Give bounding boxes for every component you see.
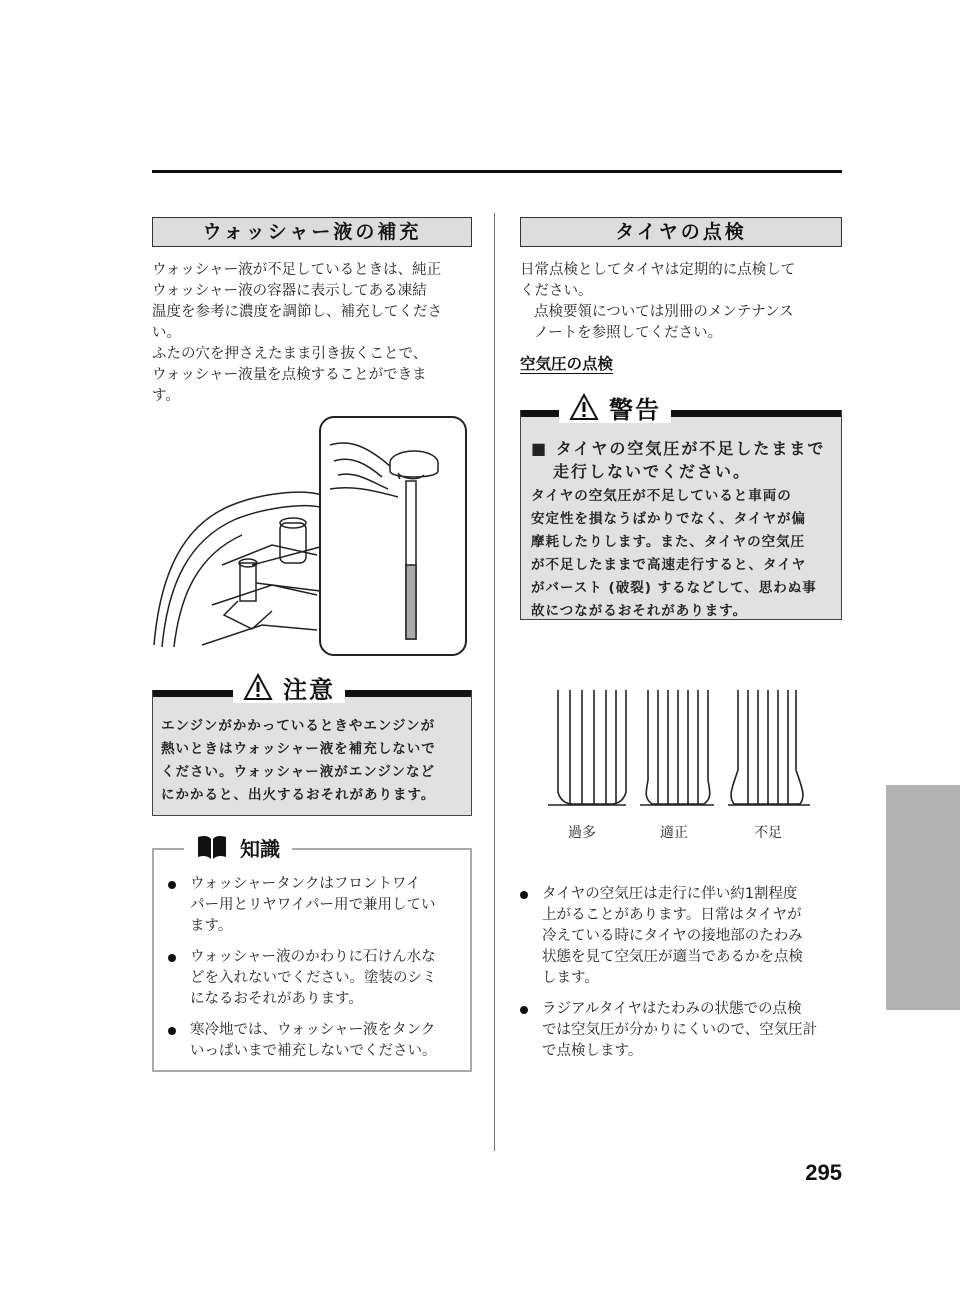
knowledge-box bbox=[152, 836, 472, 1072]
text-line: にかかると、出火するおそれがあります。 bbox=[161, 787, 436, 803]
caution-text bbox=[161, 715, 467, 807]
list-item: 寒冷地では、ウォッシャー液をタンク いっぱいまで補充しないでください。 bbox=[168, 1020, 464, 1062]
text-line: 故につながるおそれがあります。 bbox=[531, 603, 748, 619]
list-item: ラジアルタイヤはたわみの状態での点検 では空気圧が分かりにくいので、空気圧計 で点検します。 bbox=[520, 999, 842, 1062]
tire-label-over: 過多 bbox=[568, 825, 596, 841]
text-line: ウォッシャー液の容器に表示してある凍結 bbox=[152, 283, 427, 299]
book-icon bbox=[196, 833, 228, 861]
text-line: 摩耗したりします。また、タイヤの空気圧 bbox=[531, 534, 806, 550]
column-divider bbox=[494, 213, 495, 1151]
text-line: 点検要領については別冊のメンテナンス bbox=[534, 304, 794, 320]
caution-title bbox=[233, 671, 345, 703]
section-heading-tire: タイヤの点検 bbox=[520, 217, 842, 247]
warning-subtitle-line: 走行しないでください。 bbox=[553, 462, 752, 481]
text-line: い。 bbox=[152, 325, 181, 341]
warning-triangle-icon bbox=[243, 673, 273, 701]
chapter-side-tab bbox=[886, 785, 960, 1010]
text-line: す。 bbox=[152, 388, 180, 404]
text-line: がバースト (破裂) するなどして、思わぬ事 bbox=[531, 580, 817, 596]
tire-label-proper: 適正 bbox=[660, 825, 688, 841]
tire-comparison-illustration bbox=[548, 684, 814, 812]
text-line: ください。ウォッシャー液がエンジンなど bbox=[161, 764, 436, 780]
list-item: タイヤの空気圧は走行に伴い約1割程度 上がることがあります。日常はタイヤが 冷えている時にタイヤの接地部のたわみ 状態を見て空気圧が適当であるかを点検 します。 bbox=[520, 884, 842, 989]
caution-title-text: 注意 bbox=[283, 675, 335, 704]
text-line: ください。 bbox=[520, 283, 593, 299]
text-line: ウォッシャー液量を点検することができま bbox=[152, 367, 427, 383]
text-line: 安定性を損なうばかりでなく、タイヤが偏 bbox=[531, 511, 806, 527]
section-heading-washer: ウォッシャー液の補充 bbox=[152, 217, 472, 247]
bullet-icon bbox=[168, 881, 176, 889]
warning-box bbox=[520, 395, 842, 620]
list-item: ウォッシャー液のかわりに石けん水な どを入れないでください。塗装のシミ になるおそれがあります。 bbox=[168, 947, 464, 1010]
washer-tank-illustration bbox=[152, 415, 470, 660]
knowledge-title bbox=[184, 830, 292, 864]
washer-paragraph bbox=[152, 260, 472, 407]
bullet-icon bbox=[520, 891, 528, 899]
text-line: 熱いときはウォッシャー液を補充しないで bbox=[161, 741, 436, 757]
warning-title bbox=[559, 391, 671, 423]
warning-title-text: 警告 bbox=[609, 395, 661, 424]
list-item: ウォッシャータンクはフロントワイ パー用とリヤワイパー用で兼用してい ます。 bbox=[168, 874, 464, 937]
top-rule bbox=[152, 170, 842, 173]
page-number: 295 bbox=[805, 1160, 842, 1185]
caution-box bbox=[152, 675, 472, 816]
text-line: 温度を参考に濃度を調節し、補充してくださ bbox=[152, 304, 442, 320]
text-line: タイヤの空気圧が不足していると車両の bbox=[531, 488, 792, 504]
text-line: が不足したままで高速走行すると、タイヤ bbox=[531, 557, 807, 573]
bullet-icon bbox=[168, 1027, 176, 1035]
text-line: ふたの穴を押さえたまま引き抜くことで、 bbox=[152, 346, 428, 362]
text-line: エンジンがかかっているときやエンジンが bbox=[161, 718, 436, 734]
bullet-icon bbox=[168, 954, 176, 962]
warning-text bbox=[531, 437, 837, 623]
bullet-icon bbox=[520, 1006, 528, 1014]
tire-intro bbox=[520, 260, 842, 344]
text-line: 日常点検としてタイヤは定期的に点検して bbox=[520, 262, 796, 278]
knowledge-title-text: 知識 bbox=[240, 836, 280, 861]
text-line: ノートを参照してください。 bbox=[534, 325, 723, 341]
knowledge-list bbox=[168, 874, 464, 1072]
tire-label-under: 不足 bbox=[754, 825, 782, 841]
warning-triangle-icon bbox=[569, 393, 599, 421]
subheading-air-pressure: 空気圧の点検 bbox=[520, 355, 614, 373]
warning-subtitle-line: ■ タイヤの空気圧が不足したままで bbox=[531, 439, 826, 458]
text-line: ウォッシャー液が不足しているときは、純正 bbox=[152, 262, 442, 278]
tire-notes-list bbox=[520, 884, 842, 1072]
